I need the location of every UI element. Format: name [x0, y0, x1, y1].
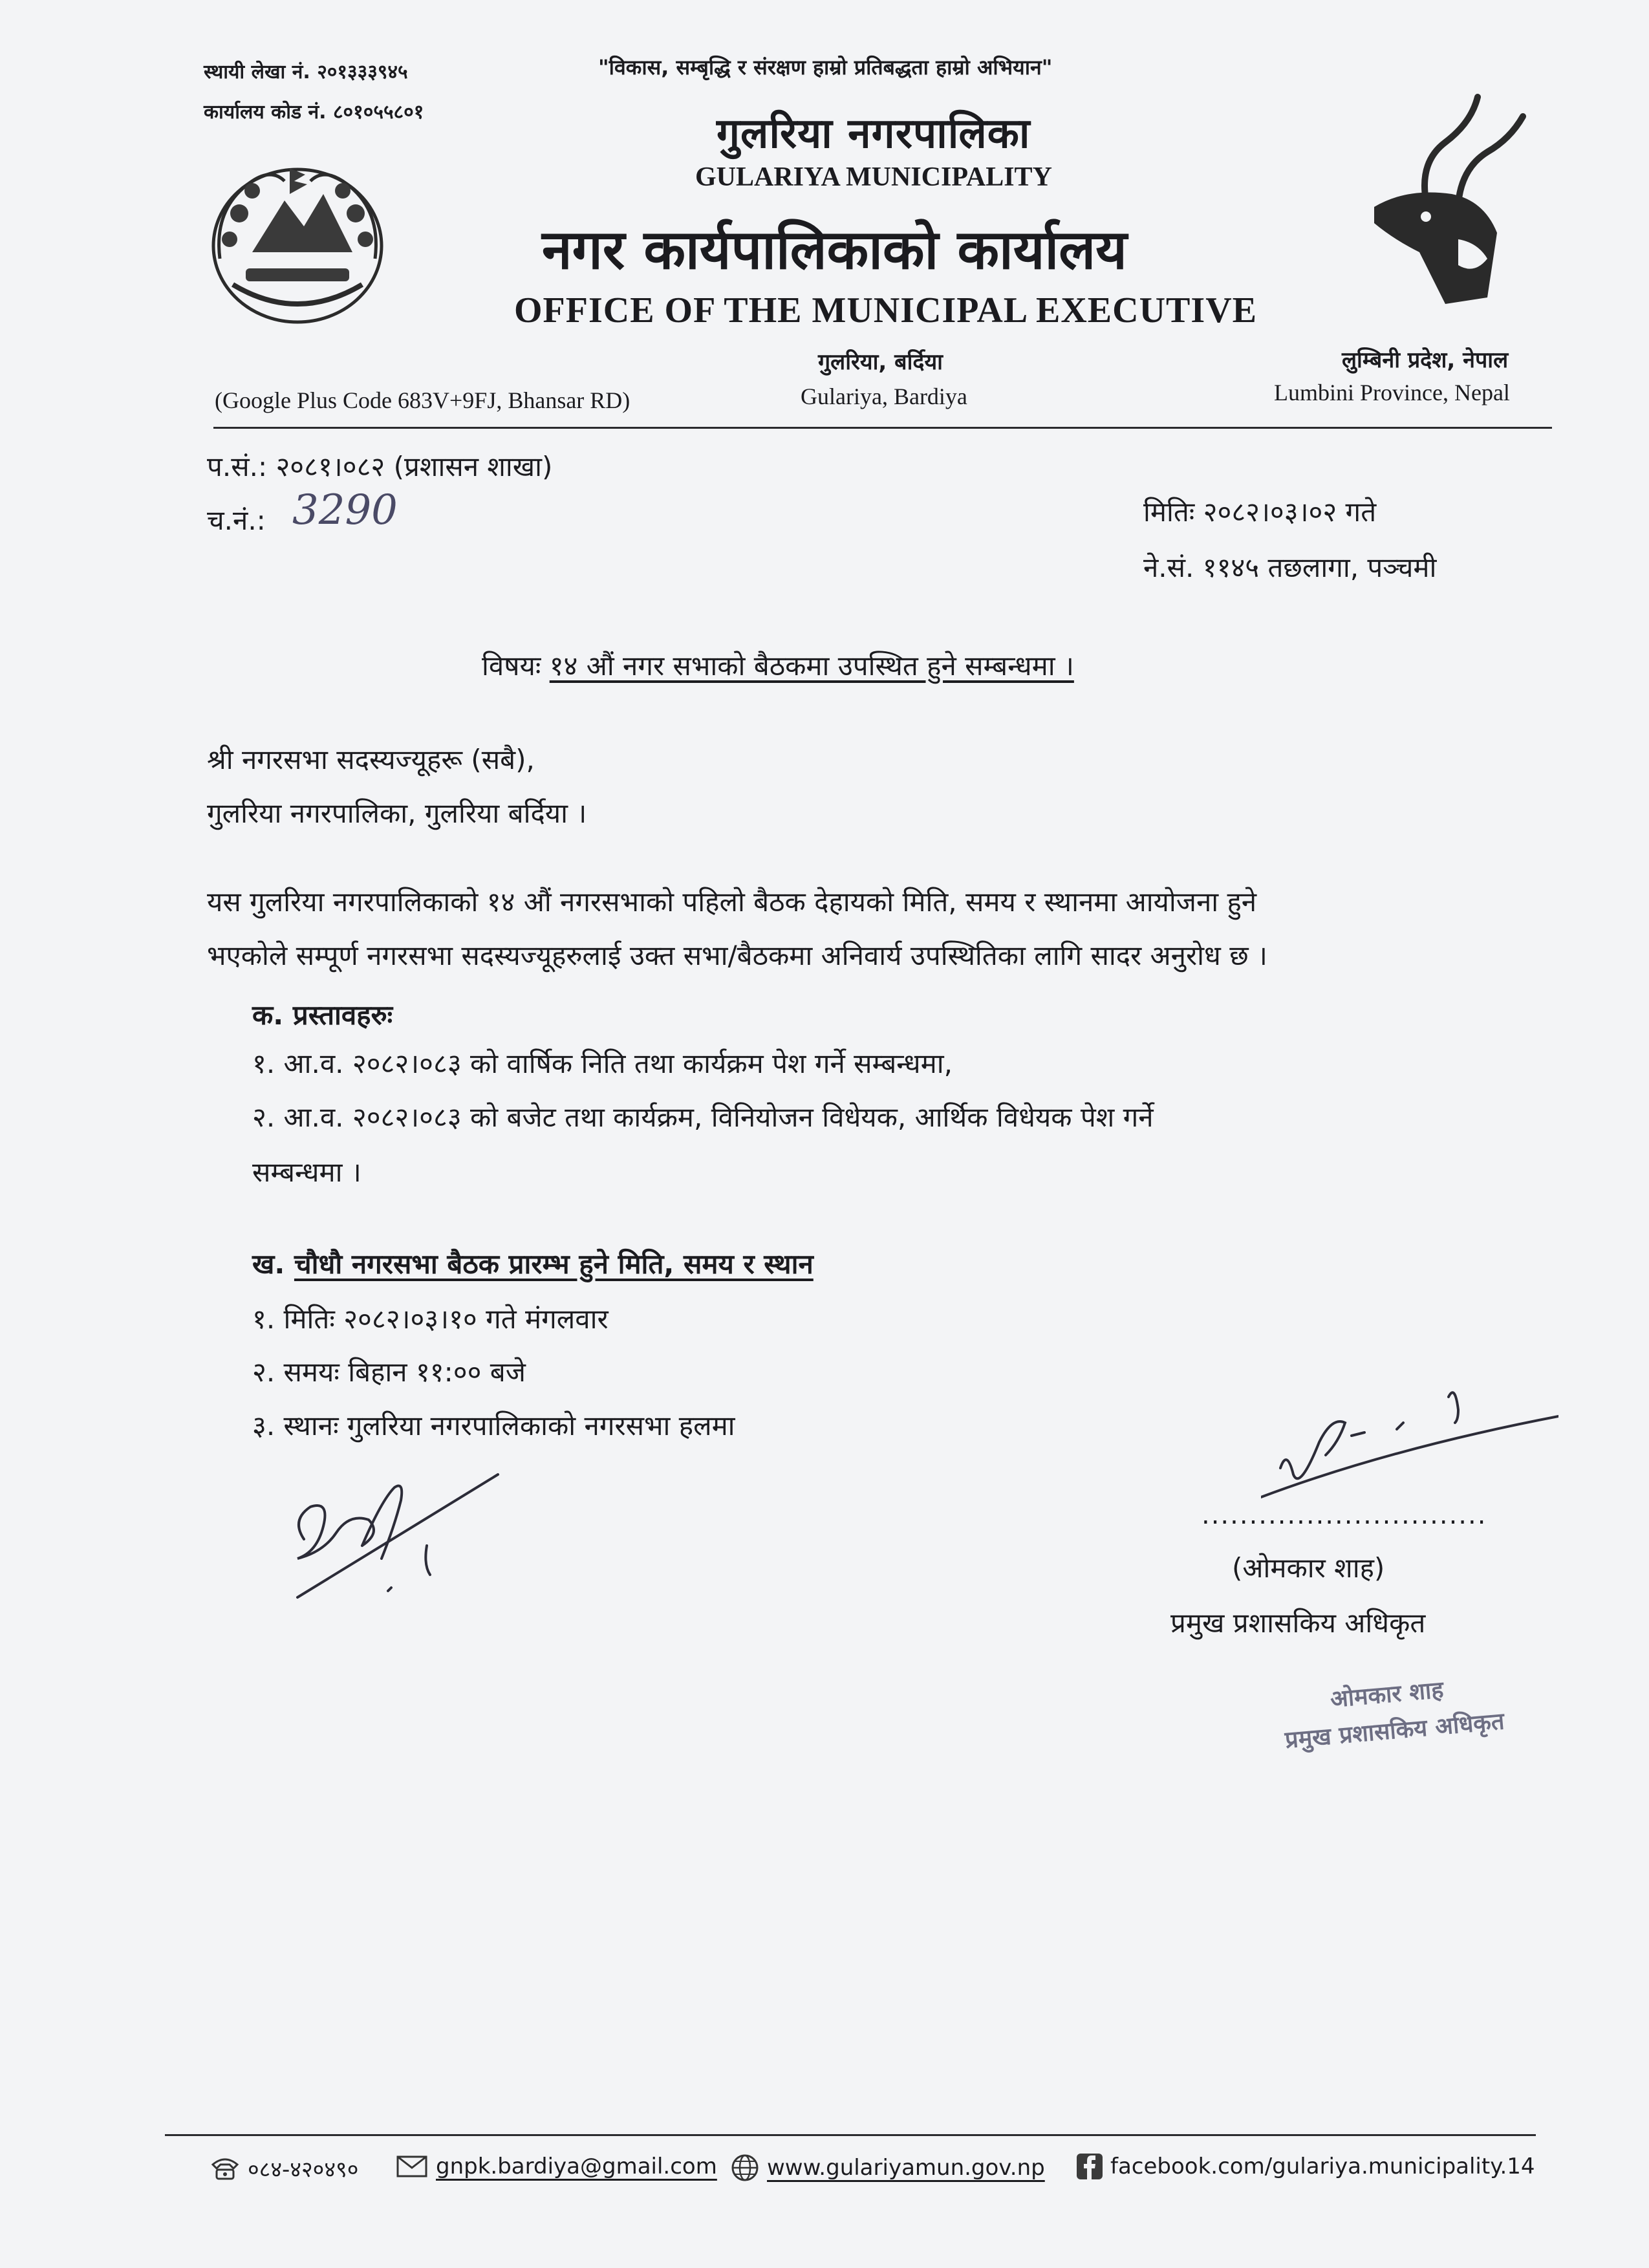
- phone-icon: [210, 2155, 240, 2181]
- body-paragraph-line-1: यस गुलरिया नगरपालिकाको १४ औं नगरसभाको पहिलो बैठक देहायको मिति, समय र स्थानमा आयोजना हुने: [207, 886, 1257, 918]
- globe-icon: [731, 2154, 759, 2182]
- municipality-name-en: GULARIYA MUNICIPALITY: [695, 162, 1052, 192]
- email-icon: [396, 2155, 428, 2178]
- nepal-samvat-date: ने.सं. ११४५ तछलागा, पञ्चमी: [1143, 552, 1437, 583]
- initials-signature: [285, 1462, 504, 1610]
- signatory-title: प्रमुख प्रशासकिय अधिकृत: [1170, 1607, 1426, 1639]
- slogan: "विकास, सम्बृद्धि र संरक्षण हाम्रो प्रतिबद्धता हाम्रो अभियान": [598, 55, 1053, 80]
- signature-image: [1261, 1371, 1558, 1500]
- section-b-heading: [252, 1245, 814, 1284]
- blackbuck-logo-icon: [1348, 91, 1536, 310]
- subject-line: [482, 647, 1074, 686]
- footer-website[interactable]: [731, 2154, 1045, 2182]
- header-divider: [213, 427, 1552, 429]
- dispatch-label: च.नं.:: [207, 504, 266, 536]
- phone-number: ०८४-४२०४९०: [248, 2157, 359, 2183]
- office-code: कार्यालय कोड नं. ८०१०५५८०१: [204, 101, 424, 124]
- stamp-title: प्रमुख प्रशासकिय अधिकृत: [1284, 1708, 1505, 1754]
- subject-label: विषयः: [482, 650, 541, 682]
- letter-number: प.सं.: २०८१।०८२ (प्रशासन शाखा): [207, 451, 553, 482]
- addressee-line-1: श्री नगरसभा सदस्यज्यूहरू (सबै),: [207, 744, 535, 775]
- proposal-2-line-2: सम्बन्धमा ।: [252, 1156, 361, 1188]
- email-address[interactable]: gnpk.bardiya@gmail.com: [436, 2154, 717, 2179]
- stamp-name: ओमकार शाह: [1329, 1676, 1445, 1713]
- signatory-name: (ओमकार शाह): [1232, 1552, 1385, 1584]
- letter-date: मितिः २०८२।०३।०२ गते: [1143, 496, 1377, 528]
- website-url[interactable]: www.gulariyamun.gov.np: [767, 2155, 1045, 2181]
- section-b-title: चौधौ नगरसभा बैठक प्रारम्भ हुने मिति, समय र स्थान: [294, 1248, 814, 1280]
- location-np: गुलरिया, बर्दिया: [818, 349, 943, 375]
- proposal-1: १. आ.व. २०८२।०८३ को वार्षिक निति तथा कार्यक्रम पेश गर्ने सम्बन्धमा,: [252, 1048, 953, 1079]
- meeting-date: १. मितिः २०८२।०३।१० गते मंगलवार: [252, 1303, 609, 1335]
- signature-dots: ..............................: [1202, 1500, 1487, 1530]
- facebook-icon: [1077, 2154, 1103, 2179]
- province-np: लुम्बिनी प्रदेश, नेपाल: [1342, 347, 1509, 373]
- footer-email[interactable]: [396, 2154, 717, 2179]
- nepal-emblem-icon: [194, 155, 401, 336]
- body-paragraph-line-2: भएकोले सम्पूर्ण नगरसभा सदस्यज्यूहरुलाई उक्त सभा/बैठकमा अनिवार्य उपस्थितिका लागि सादर अनुरोध छ ।: [207, 940, 1267, 971]
- footer-facebook[interactable]: [1077, 2154, 1535, 2179]
- dispatch-number: 3290: [292, 486, 398, 534]
- footer-divider: [165, 2134, 1536, 2136]
- office-name-en: OFFICE OF THE MUNICIPAL EXECUTIVE: [514, 290, 1257, 330]
- location-en: Gulariya, Bardiya: [801, 383, 967, 409]
- proposal-2-line-1: २. आ.व. २०८२।०८३ को बजेट तथा कार्यक्रम, विनियोजन विधेयक, आर्थिक विधेयक पेश गर्ने: [252, 1101, 1154, 1133]
- office-name-np: नगर कार्यपालिकाको कार्यालय: [542, 218, 1127, 281]
- meeting-time: २. समयः बिहान ११:०० बजे: [252, 1356, 526, 1388]
- province-en: Lumbini Province, Nepal: [1274, 380, 1510, 405]
- section-a-title: क. प्रस्तावहरुः: [252, 999, 393, 1031]
- meeting-venue: ३. स्थानः गुलरिया नगरपालिकाको नगरसभा हलमा: [252, 1410, 735, 1442]
- facebook-url[interactable]: facebook.com/gulariya.municipality.14: [1110, 2154, 1535, 2179]
- section-b-prefix: ख.: [252, 1248, 285, 1280]
- footer-phone: [210, 2154, 358, 2183]
- subject-text: १४ औं नगर सभाको बैठकमा उपस्थित हुने सम्बन्धमा ।: [549, 650, 1074, 682]
- registration-number: स्थायी लेखा नं. २०१३३३९४५: [204, 61, 408, 83]
- addressee-line-2: गुलरिया नगरपालिका, गुलरिया बर्दिया ।: [207, 797, 587, 829]
- municipality-name-np: गुलरिया नगरपालिका: [717, 110, 1031, 158]
- plus-code: (Google Plus Code 683V+9FJ, Bhansar RD): [215, 387, 630, 413]
